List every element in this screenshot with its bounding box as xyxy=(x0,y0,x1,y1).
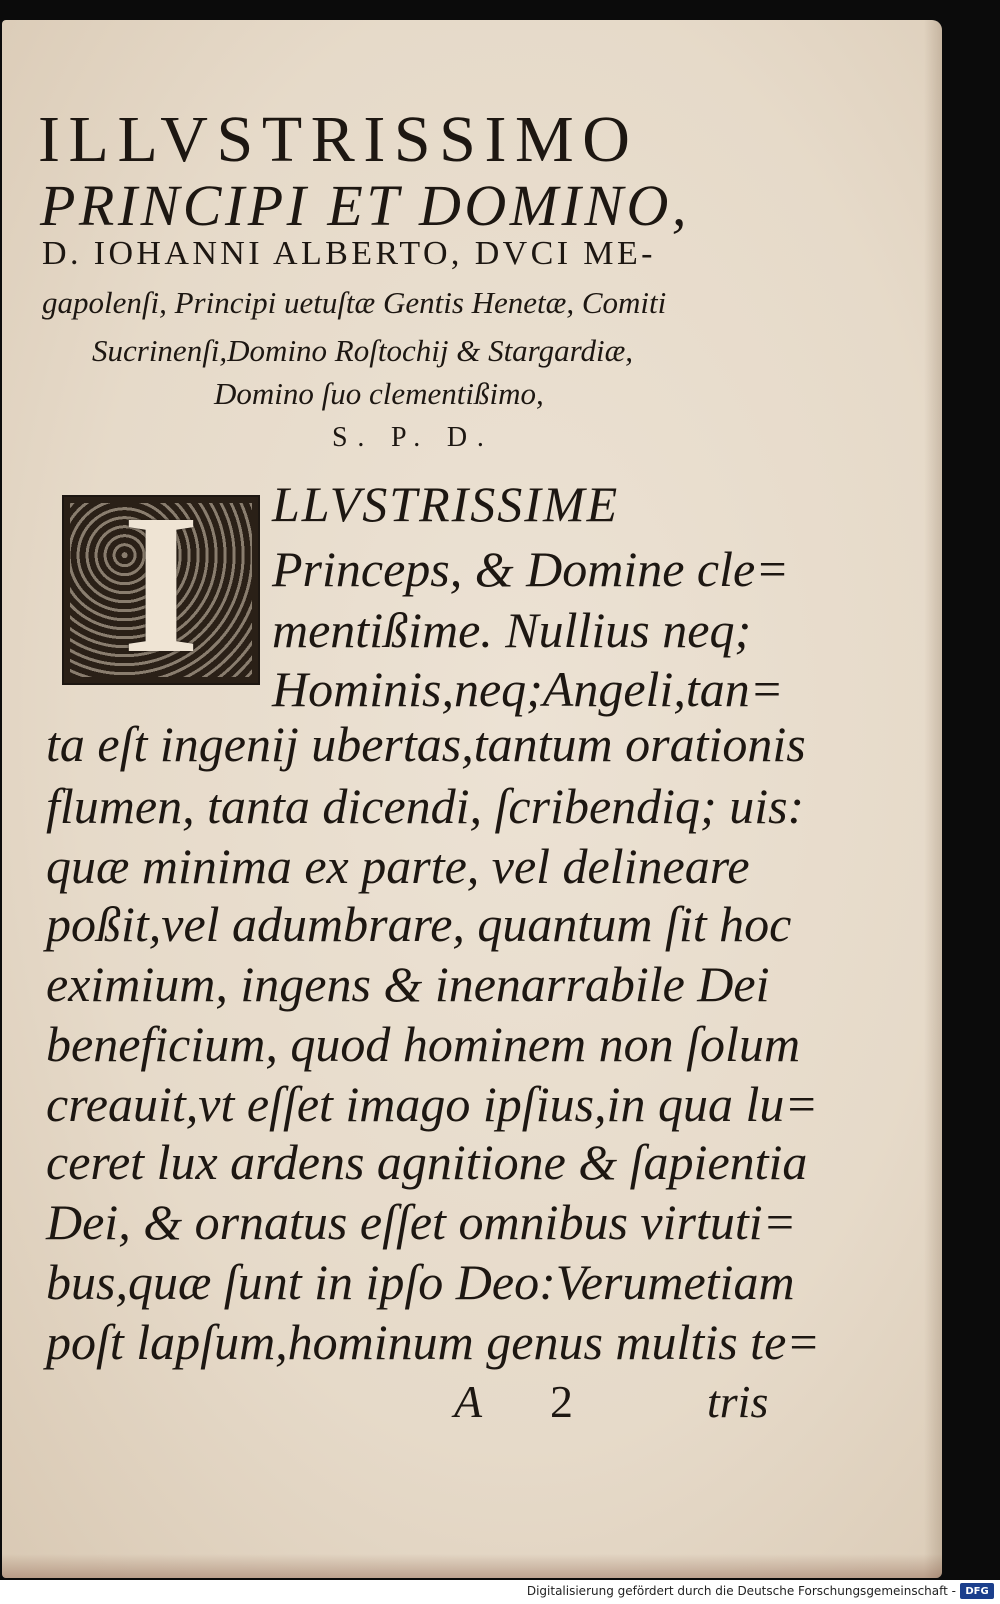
body-line-7: quæ minima ex parte, vel delineare xyxy=(46,838,750,894)
body-line-14: bus,quæ ſunt in ipſo Deo:Verumetiam xyxy=(46,1254,795,1310)
body-line-15: poſt lapſum,hominum genus multis te= xyxy=(46,1314,820,1370)
page-edge-shadow xyxy=(924,20,942,1578)
body-line-5: ta eſt ingenij ubertas,tantum orationis xyxy=(46,716,806,772)
heading-line-6: Domino ſuo clementißimo, xyxy=(214,376,544,411)
heading-line-4: gapolenſi, Principi uetuſtæ Gentis Henetæ, Comiti xyxy=(42,285,667,320)
body-line-11: creauit,vt eſſet imago ipſius,in qua lu= xyxy=(46,1076,819,1132)
dfg-logo: DFG xyxy=(960,1583,994,1599)
heading-line-5: Sucrinenſi,Domino Roſtochij & Stargardiæ, xyxy=(92,333,634,368)
body-line-12: ceret lux ardens agnitione & ſapientia xyxy=(46,1134,808,1190)
salutation: S. P. D. xyxy=(332,422,494,453)
body-line-10: beneficium, quod hominem non ſolum xyxy=(46,1016,801,1072)
body-line-8: poßit,vel adumbrare, quantum ſit hoc xyxy=(46,896,792,952)
heading-line-1: ILLVSTRISSIMO xyxy=(38,103,639,176)
decorated-initial xyxy=(62,474,260,695)
body-line-13: Dei, & ornatus eſſet omnibus virtuti= xyxy=(46,1194,797,1250)
signature-mark: A xyxy=(454,1376,483,1427)
initial-letter: I xyxy=(122,474,200,695)
body-line-2: Princeps, & Domine cle= xyxy=(272,541,789,597)
funding-notice: Digitalisierung gefördert durch die Deutsche Forschungsgemeinschaft - xyxy=(526,1584,956,1598)
body-line-4: Hominis,neq;Angeli,tan= xyxy=(272,661,784,717)
body-line-9: eximium, ingens & inenarrabile Dei xyxy=(46,956,770,1012)
signature-number: 2 xyxy=(550,1376,573,1427)
body-line-1: LLVSTRISSIME xyxy=(272,476,620,532)
body-line-3: mentißime. Nullius neq; xyxy=(272,602,752,658)
book-page xyxy=(2,20,942,1578)
body-line-6: flumen, tanta dicendi, ſcribendiq; uis: xyxy=(46,778,805,834)
catchword: tris xyxy=(707,1376,769,1427)
footer-bar xyxy=(0,1580,1000,1604)
page-bottom-edge xyxy=(2,1554,942,1578)
heading-line-3: D. IOHANNI ALBERTO, DVCI ME- xyxy=(42,235,656,272)
heading-line-2: PRINCIPI ET DOMINO, xyxy=(40,173,690,238)
